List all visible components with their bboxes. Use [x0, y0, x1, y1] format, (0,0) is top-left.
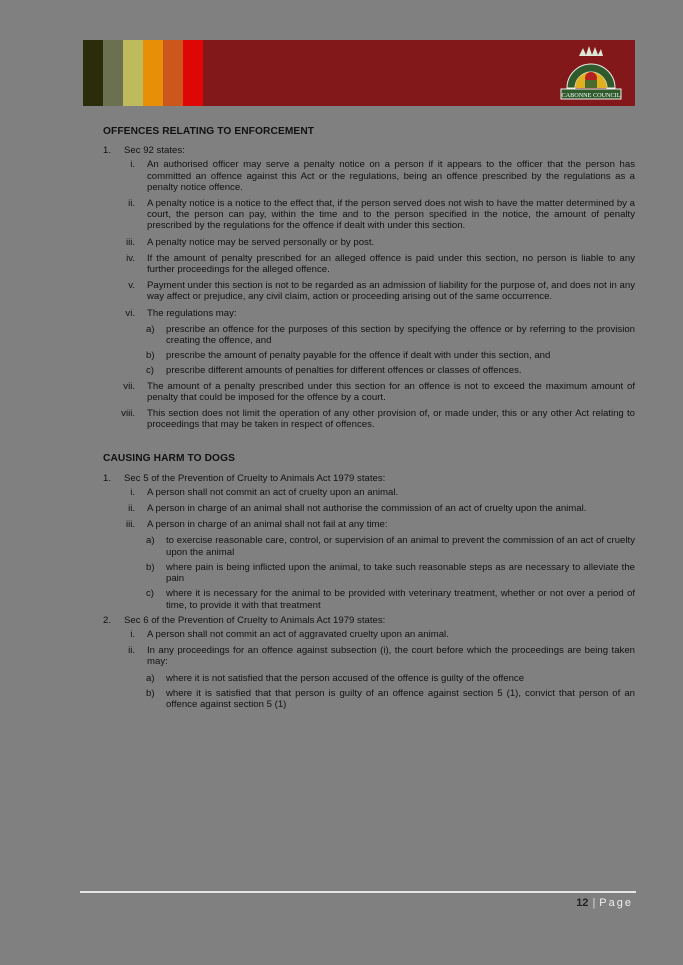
- list-item: a) prescribe an offence for the purposes of this section by specifying the offence or by referring to the provision creating the offence, and: [146, 323, 635, 347]
- header-stripe: [163, 40, 183, 106]
- section-heading: CAUSING HARM TO DOGS: [103, 453, 235, 465]
- list-item: iii. A penalty notice may be served personally or by post.: [125, 236, 375, 248]
- list-item: ii. A penalty notice is a notice to the effect that, if the person served does not wish to have the matter determined by a court, the person can pay, within the time and to the person specified in the notice, the amount of penalty prescribed by the regulations for the offence if dealt with under this section.: [128, 198, 635, 232]
- header-stripe: [103, 40, 123, 106]
- header-stripe: [123, 40, 143, 106]
- list-item: i. A person shall not commit an act of aggravated cruelty upon an animal.: [130, 628, 449, 640]
- header-stripe: [83, 40, 103, 106]
- list-item: a) to exercise reasonable care, control, or supervision of an animal to prevent the commission of an act of cruelty upon the animal: [146, 535, 635, 558]
- list-item: c) where it is necessary for the animal to be provided with veterinary treatment, whether or not over a period of time, to provide it with that treatment: [146, 588, 635, 611]
- list-item: 1. Sec 5 of the Prevention of Cruelty to Animals Act 1979 states:: [103, 472, 386, 484]
- list-item: ii. In any proceedings for an offence against subsection (i), the court before which the proceedings are being taken may:: [128, 645, 635, 668]
- list-item: a) where it is not satisfied that the person accused of the offence is guilty of the offence: [146, 672, 525, 684]
- header-stripe: [143, 40, 163, 106]
- list-item: ii. A person in charge of an animal shall not authorise the commission of an act of cruelty upon the animal.: [128, 503, 587, 515]
- list-item: b) where pain is being inflicted upon the animal, to take such reasonable steps as are necessary to alleviate the pain: [146, 561, 635, 585]
- section-heading: OFFENCES RELATING TO ENFORCEMENT: [103, 126, 315, 137]
- section-offences-enforcement: [103, 126, 635, 430]
- list-item: 1. Sec 92 states:: [103, 145, 185, 157]
- list-item: vi. The regulations may:: [125, 307, 237, 319]
- list-item: 2. Sec 6 of the Prevention of Cruelty to Animals Act 1979 states:: [103, 614, 386, 626]
- list-item: viii. This section does not limit the operation of any other provision of, or made under, this or any other Act relating to proceedings that may be taken in respect of offences.: [121, 408, 635, 431]
- footer-divider: [80, 891, 636, 893]
- svg-text:CABONNE COUNCIL: CABONNE COUNCIL: [561, 92, 621, 99]
- header-stripe: [183, 40, 203, 106]
- page-separator: |: [592, 897, 596, 909]
- list-item: b) where it is satisfied that that person is guilty of an offence against section 5 (1), convict that person of an offence against section 5 (1): [146, 687, 635, 710]
- document-body: [103, 126, 635, 733]
- section-causing-harm-to-dogs: [103, 453, 635, 710]
- list-item: iv. If the amount of penalty prescribed for an alleged offence is paid under this section, no person is liable to any further proceedings for the alleged offence.: [126, 252, 635, 276]
- list-item: vii. The amount of a penalty prescribed under this section for an offence is not to exceed the maximum amount of penalty that could be imposed for the offence by a court.: [123, 380, 635, 403]
- cabonne-council-logo-icon: [555, 44, 627, 104]
- header-banner: [83, 40, 635, 106]
- list-item: v. Payment under this section is not to be regarded as an admission of liability for the purpose of, and does not in any way affect or prejudice, any civil claim, action or proceeding arising out of the same occurrence.: [128, 280, 635, 303]
- page-label: Page: [599, 897, 633, 909]
- list-item: i. An authorised officer may serve a penalty notice on a person if it appears to the officer that the person has committed an offence against this Act or the regulations, being an offence prescribed by the regulations as a penalty notice offence.: [130, 159, 635, 193]
- page-number: 12: [576, 897, 589, 909]
- list-item: b) prescribe the amount of penalty payable for the offence if dealt with under this section, and: [146, 350, 551, 362]
- page-footer: [576, 897, 633, 909]
- list-item: c) prescribe different amounts of penalties for different offences or classes of offences.: [146, 365, 522, 377]
- list-item: i. A person shall not commit an act of cruelty upon an animal.: [130, 486, 399, 498]
- list-item: iii. A person in charge of an animal shall not fail at any time:: [125, 519, 388, 531]
